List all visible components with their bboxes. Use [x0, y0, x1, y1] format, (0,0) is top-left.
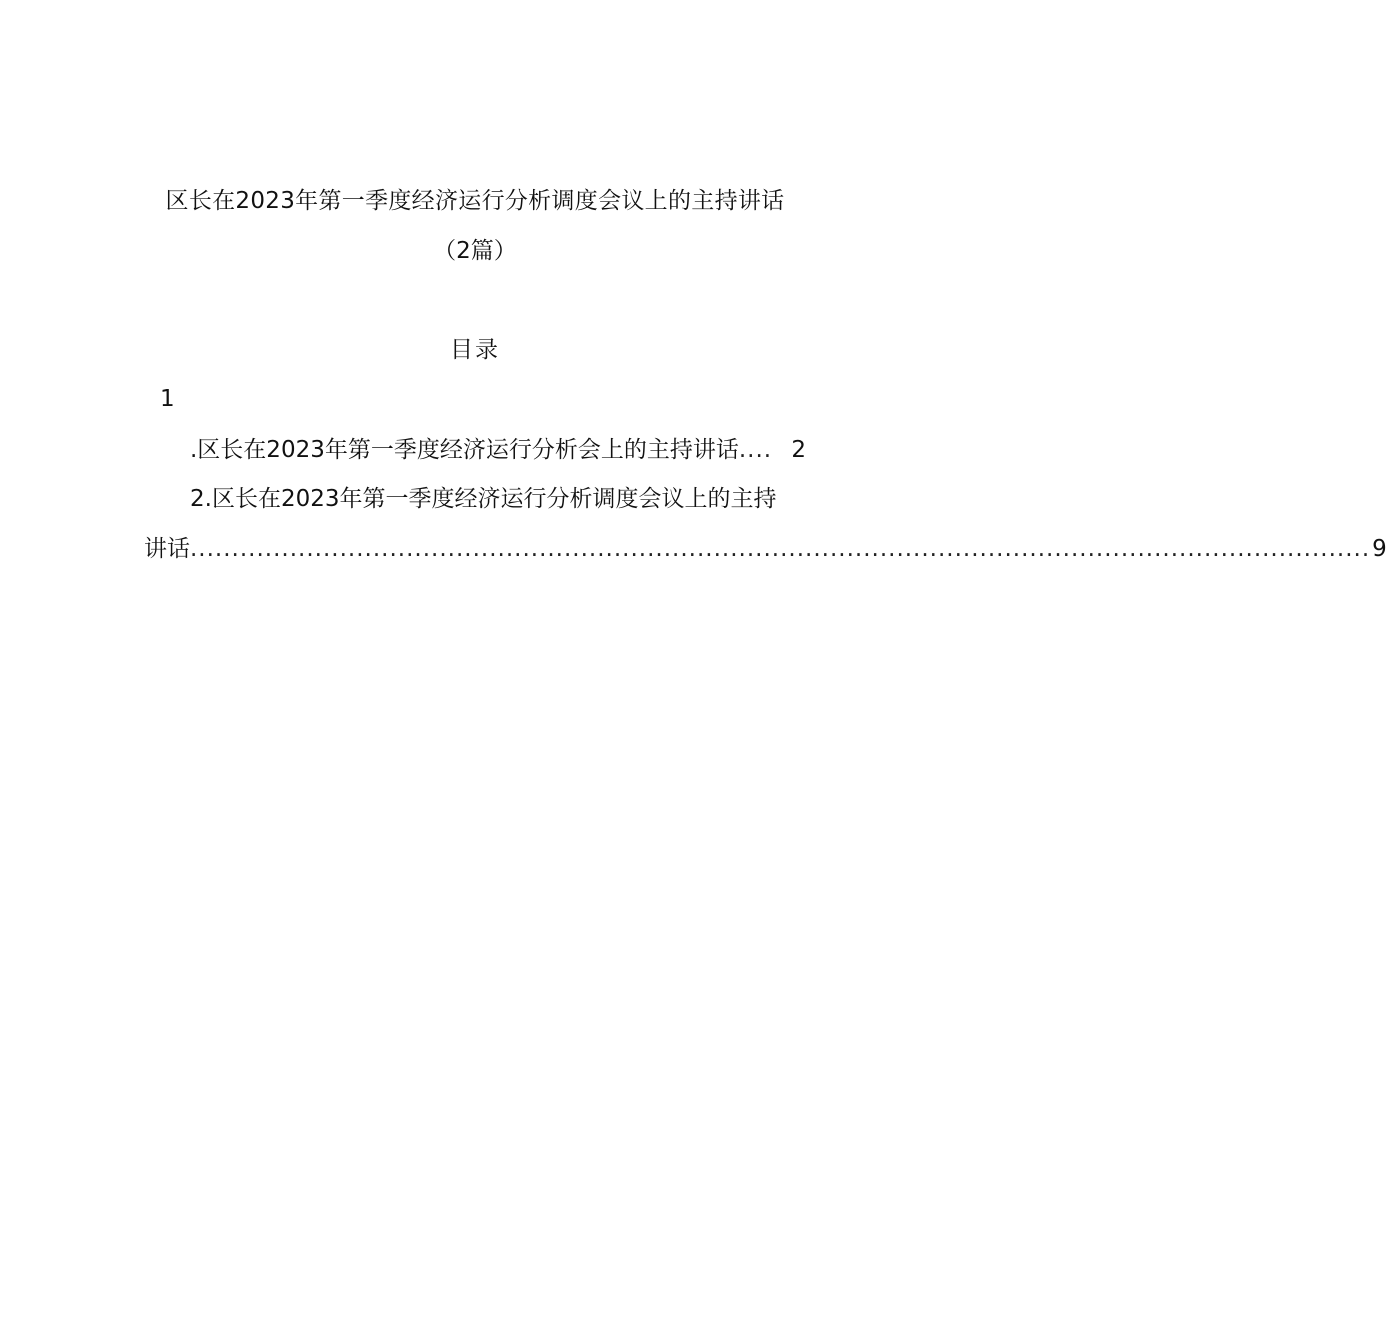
- toc-entry-1-text: .区长在2023年第一季度经济运行分析会上的主持讲话: [190, 437, 739, 463]
- toc-entry-1[interactable]: [190, 432, 806, 468]
- toc-dot-leader: ..............................................................................................................................................: [190, 536, 1371, 562]
- toc-entry-2-text: 2.区长在2023年第一季度经济运行分析调度会议上的主持: [190, 486, 777, 512]
- toc-entry-1-page: 2: [791, 437, 806, 463]
- toc-entry-2-line2[interactable]: [144, 531, 1387, 567]
- toc-dot-leader: ....: [738, 437, 773, 463]
- toc-entry-2-page: 9: [1372, 536, 1387, 562]
- document-title: 区长在2023年第一季度经济运行分析调度会议上的主持讲话: [165, 188, 785, 214]
- toc-entry-2-line1[interactable]: [190, 481, 806, 517]
- toc-heading: 目录: [450, 337, 500, 363]
- document-subtitle: （2篇）: [433, 238, 517, 264]
- toc-entry-2-text-cont: 讲话: [144, 536, 190, 562]
- toc-entry-number: 1: [160, 386, 175, 412]
